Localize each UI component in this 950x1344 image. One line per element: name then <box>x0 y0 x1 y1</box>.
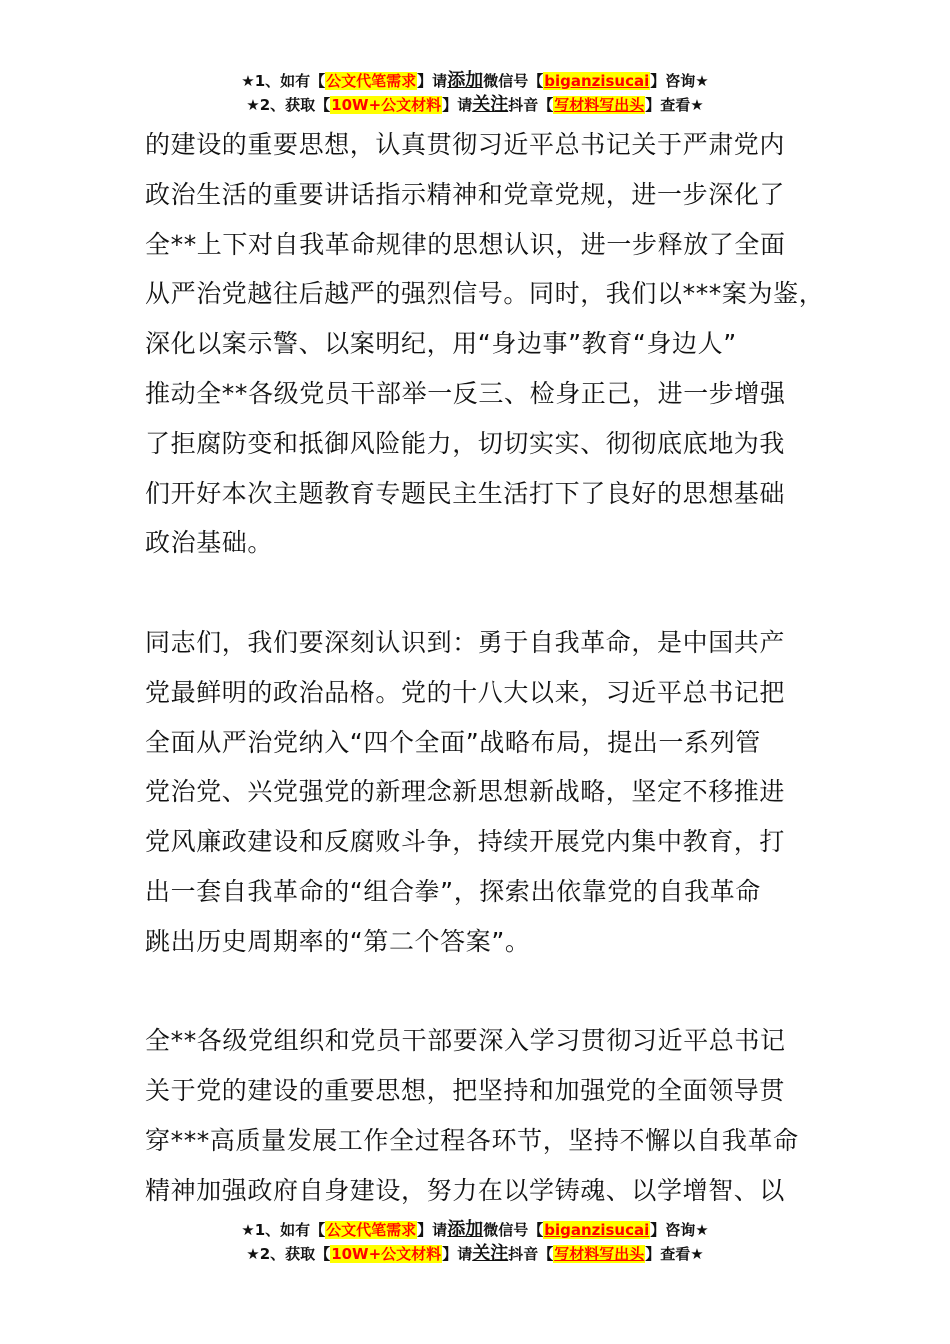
banner-text: 微信号【 <box>483 72 544 90</box>
banner-highlight: 10W+公文材料 <box>331 96 442 114</box>
text-line: 全面从严治党纳入“四个全面”战略布局，提出一系列管 <box>145 727 761 757</box>
banner-highlight: 10W+公文材料 <box>331 1245 442 1263</box>
text-line: 的建设的重要思想，认真贯彻习近平总书记关于严肃党内 <box>145 130 786 159</box>
banner-text: 抖音【 <box>508 96 554 114</box>
banner-emphasis: 添加 <box>447 70 484 91</box>
text-line: 了拒腐防变和抵御风险能力，切切实实、彻彻底底地为我 <box>145 428 786 458</box>
banner-text: 微信号【 <box>483 1221 544 1239</box>
banner-text: 抖音【 <box>508 1245 554 1263</box>
banner-highlight: biganzisucai <box>544 72 650 90</box>
document-body <box>145 120 845 1216</box>
footer-banner <box>0 1218 950 1266</box>
paragraph <box>145 618 845 967</box>
banner-text: 】请 <box>417 72 448 90</box>
text-line: 政治生活的重要讲话指示精神和党章党规，进一步深化了 <box>145 179 786 209</box>
text-line: 党最鲜明的政治品格。党的十八大以来，习近平总书记把 <box>145 677 786 707</box>
text-line: 跳出历史周期率的“第二个答案”。 <box>145 926 531 956</box>
header-banner <box>0 69 950 117</box>
text-line: 同志们，我们要深刻认识到：勇于自我革命，是中国共产 <box>145 627 786 657</box>
banner-text: 】咨询★ <box>650 72 709 90</box>
text-line: 关于党的建设的重要思想，把坚持和加强党的全面领导贯 <box>145 1076 786 1106</box>
banner-text: 】查看★ <box>645 1245 704 1263</box>
banner-text: 】请 <box>442 1245 473 1263</box>
paragraph-gap <box>145 568 845 618</box>
banner-line-1 <box>0 69 950 93</box>
banner-line-2 <box>0 1242 950 1266</box>
banner-highlight: 写材料写出头 <box>554 1245 645 1263</box>
text-line: 精神加强政府自身建设，努力在以学铸魂、以学增智、以 <box>145 1175 786 1205</box>
banner-highlight: 公文代笔需求 <box>326 1221 417 1239</box>
banner-text: ★2、获取【 <box>246 96 331 114</box>
text-line: 全**上下对自我革命规律的思想认识，进一步释放了全面 <box>145 229 786 259</box>
text-line: 党治党、兴党强党的新理念新思想新战略，坚定不移推进 <box>145 777 786 807</box>
banner-line-1 <box>0 1218 950 1242</box>
banner-emphasis: 关注 <box>472 1243 509 1264</box>
banner-text: ★1、如有【 <box>241 1221 326 1239</box>
banner-text: 】查看★ <box>645 96 704 114</box>
text-line: 深化以案示警、以案明纪，用“身边事”教育“身边人” <box>145 329 737 359</box>
text-line: 推动全**各级党员干部举一反三、检身正己，进一步增强 <box>145 378 786 408</box>
banner-emphasis: 添加 <box>447 1219 484 1240</box>
text-line: 穿***高质量发展工作全过程各环节，坚持不懈以自我革命 <box>145 1125 799 1155</box>
text-line: 出一套自我革命的“组合拳”，探索出依靠党的自我革命 <box>145 876 761 906</box>
text-line: 们开好本次主题教育专题民主生活打下了良好的思想基础 <box>145 478 786 508</box>
banner-highlight: 写材料写出头 <box>554 96 645 114</box>
banner-text: 】请 <box>442 96 473 114</box>
banner-emphasis: 关注 <box>472 94 509 115</box>
banner-line-2 <box>0 93 950 117</box>
text-line: 全**各级党组织和党员干部要深入学习贯彻习近平总书记 <box>145 1026 786 1056</box>
paragraph-gap <box>145 967 845 1017</box>
text-line: 政治基础。 <box>145 528 274 558</box>
text-line: 从严治党越往后越严的强烈信号。同时，我们以***案为鉴， <box>145 279 825 309</box>
banner-highlight: 公文代笔需求 <box>326 72 417 90</box>
banner-text: ★2、获取【 <box>246 1245 331 1263</box>
text-line: 党风廉政建设和反腐败斗争，持续开展党内集中教育，打 <box>145 827 786 857</box>
banner-text: 】请 <box>417 1221 448 1239</box>
paragraph <box>145 120 845 568</box>
banner-highlight: biganzisucai <box>544 1221 650 1239</box>
banner-text: ★1、如有【 <box>241 72 326 90</box>
paragraph <box>145 1016 845 1215</box>
banner-text: 】咨询★ <box>650 1221 709 1239</box>
